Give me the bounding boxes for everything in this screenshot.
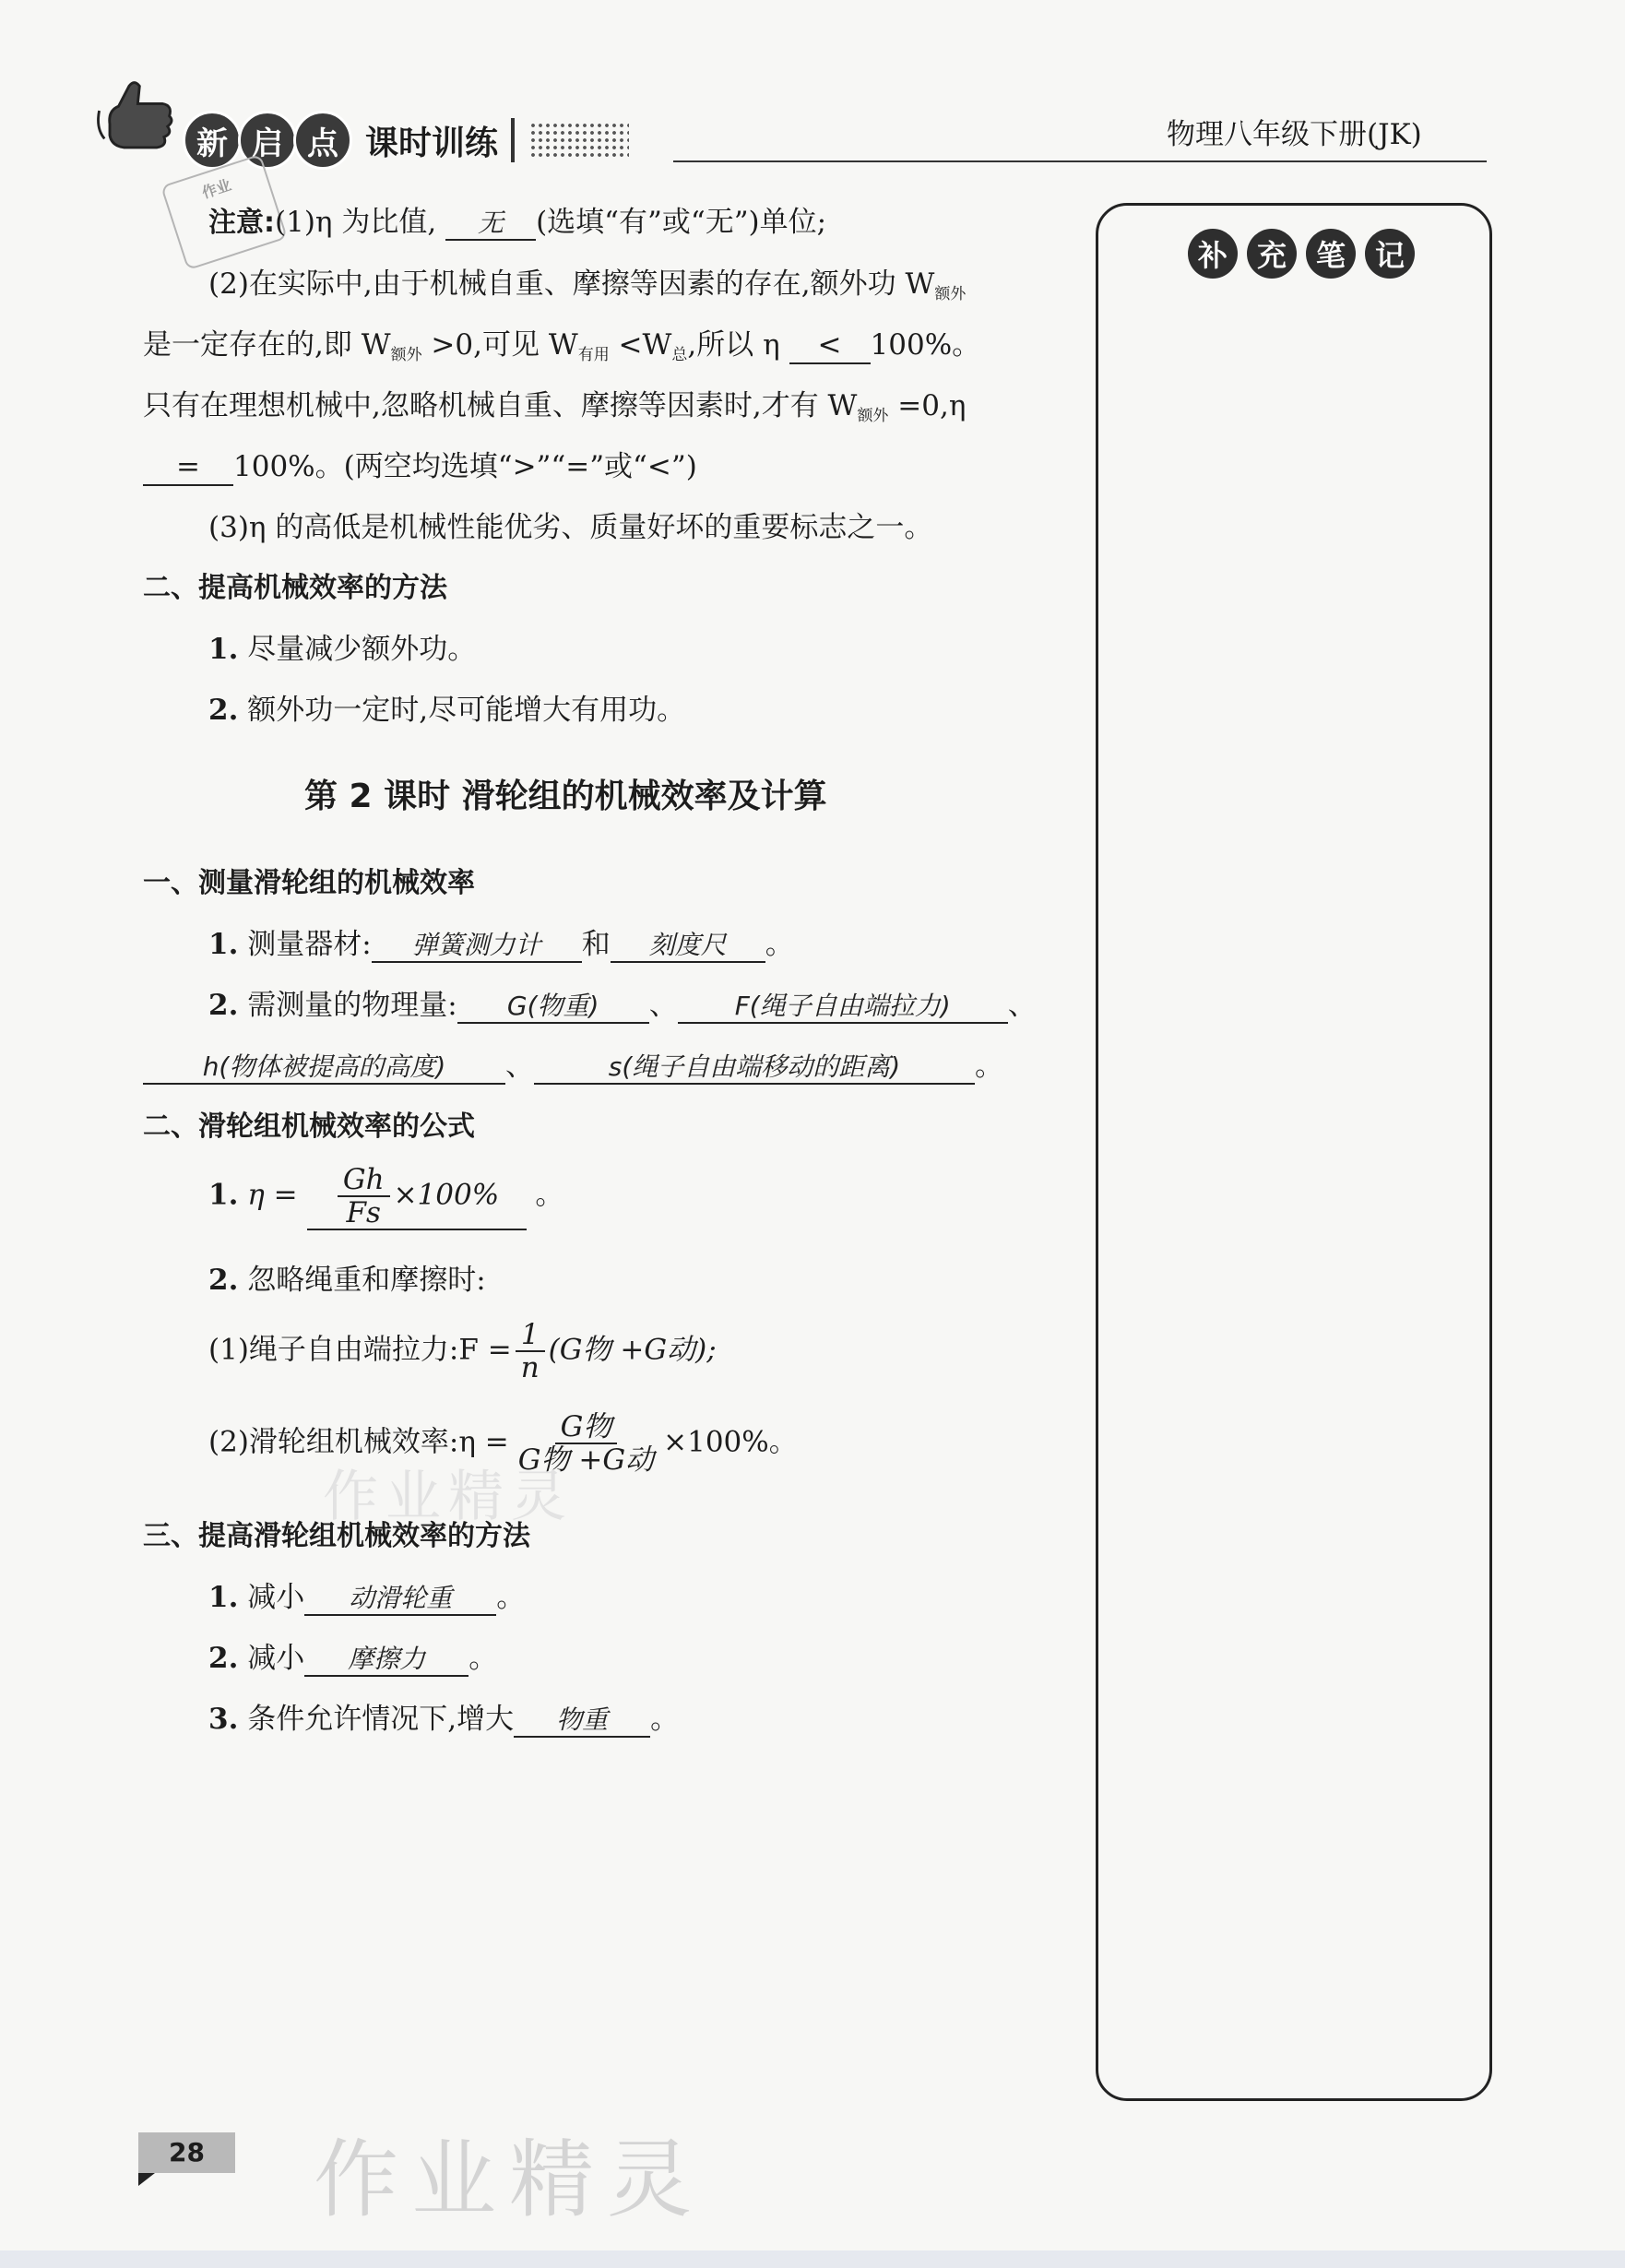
thumbs-up-logo-icon bbox=[92, 76, 180, 163]
text: 、 bbox=[505, 1050, 534, 1083]
item-number: 1. bbox=[208, 1581, 239, 1614]
list-item bbox=[208, 625, 476, 667]
numerator: G物 bbox=[555, 1411, 618, 1444]
brand-divider bbox=[511, 118, 515, 162]
answer-blank: G(物重) bbox=[457, 991, 649, 1024]
text: 忽略绳重和摩擦时: bbox=[247, 1264, 486, 1297]
fraction bbox=[338, 1164, 390, 1229]
note-line-2a bbox=[208, 260, 966, 303]
answer-blank: h(物体被提高的高度) bbox=[143, 1051, 505, 1085]
answer-blank: 摩擦力 bbox=[304, 1644, 469, 1677]
brand-char: 点 bbox=[293, 111, 352, 170]
text: =0,η bbox=[888, 389, 967, 422]
text: 条件允许情况下,增大 bbox=[247, 1703, 515, 1736]
text: >0,可见 W bbox=[421, 328, 578, 362]
notes-title-char: 补 bbox=[1188, 229, 1238, 279]
notes-title-char: 记 bbox=[1365, 229, 1415, 279]
answer-blank: 刻度尺 bbox=[611, 930, 765, 963]
text: 只有在理想机械中,忽略机械自重、摩擦等因素时,才有 W bbox=[143, 389, 858, 422]
watermark: 作业精灵 bbox=[314, 2131, 706, 2229]
numerator: Gh bbox=[338, 1164, 390, 1197]
page-number: 28 bbox=[138, 2132, 235, 2173]
list-item bbox=[208, 1256, 486, 1298]
header-rule bbox=[673, 160, 1487, 162]
subscript: 额外 bbox=[857, 407, 889, 425]
note-line-3: (3)η 的高低是机械性能优劣、质量好坏的重要标志之一。 bbox=[208, 511, 933, 544]
section-heading: 二、提高机械效率的方法 bbox=[143, 572, 447, 604]
notes-title-char: 笔 bbox=[1306, 229, 1356, 279]
answer-blank: 弹簧测力计 bbox=[372, 930, 582, 963]
answer-blank: = bbox=[143, 450, 233, 486]
notes-title bbox=[1188, 229, 1415, 279]
answer-blank: s(绳子自由端移动的距离) bbox=[534, 1051, 975, 1085]
list-item-continued bbox=[143, 1042, 1003, 1085]
answer-blank: < bbox=[789, 328, 871, 364]
text: (1)η 为比值, bbox=[275, 206, 437, 239]
list-item bbox=[208, 920, 794, 963]
brand-char: 新 bbox=[183, 111, 242, 170]
text: 、 bbox=[648, 989, 678, 1022]
text: ,所以 η bbox=[687, 328, 780, 362]
formula-line-2a bbox=[208, 1319, 717, 1383]
item-number: 1. bbox=[208, 928, 239, 961]
text: (2)滑轮组机械效率:η = bbox=[208, 1425, 509, 1459]
subscript: 总 bbox=[671, 346, 688, 364]
text: (2)在实际中,由于机械自重、摩擦等因素的存在,额外功 W bbox=[208, 267, 935, 301]
scan-edge bbox=[0, 2250, 1625, 2268]
brand-dot-pattern bbox=[529, 122, 629, 159]
item-number: 2. bbox=[208, 989, 239, 1022]
note-line-2c bbox=[143, 382, 966, 425]
answer-blank: 物重 bbox=[514, 1704, 650, 1738]
section-heading: 二、滑轮组机械效率的公式 bbox=[143, 1110, 475, 1143]
answer-blank: 无 bbox=[445, 208, 536, 241]
section-heading: 一、测量滑轮组的机械效率 bbox=[143, 867, 475, 899]
text: 。 bbox=[975, 1050, 1003, 1083]
text: 。 bbox=[535, 1178, 564, 1212]
answer-blank: F(绳子自由端拉力) bbox=[678, 991, 1008, 1024]
note-line-2b bbox=[143, 321, 980, 364]
formula-text: (G物 +G动); bbox=[548, 1333, 717, 1367]
text: (选填“有”或“无”)单位; bbox=[536, 206, 827, 239]
item-number: 2. bbox=[208, 1264, 239, 1297]
text: 减小 bbox=[247, 1642, 305, 1675]
section-heading: 三、提高滑轮组机械效率的方法 bbox=[143, 1520, 530, 1552]
formula-text: η = bbox=[247, 1178, 298, 1212]
text: 。 bbox=[650, 1703, 680, 1736]
homework-stamp: 作业 bbox=[160, 154, 288, 271]
brand-char: 启 bbox=[238, 111, 297, 170]
text: 和 bbox=[581, 928, 611, 961]
text: <W bbox=[609, 328, 672, 362]
text: 、 bbox=[1007, 989, 1037, 1022]
denominator: Fs bbox=[346, 1196, 381, 1230]
note-label: 注意: bbox=[208, 207, 275, 239]
list-item bbox=[208, 981, 1037, 1024]
list-item bbox=[208, 1695, 679, 1738]
list-item bbox=[208, 686, 685, 728]
answer-blank: 动滑轮重 bbox=[304, 1583, 496, 1616]
text: 是一定存在的,即 W bbox=[143, 328, 391, 362]
denominator: n bbox=[520, 1351, 540, 1385]
list-item bbox=[208, 1634, 497, 1677]
lesson-title: 第 2 课时 滑轮组的机械效率及计算 bbox=[304, 778, 827, 815]
text: (1)绳子自由端拉力:F = bbox=[208, 1333, 512, 1367]
subscript: 有用 bbox=[577, 346, 610, 364]
list-item bbox=[208, 1573, 525, 1616]
item-number: 2. bbox=[208, 1642, 239, 1675]
numerator: 1 bbox=[516, 1319, 545, 1352]
item-number: 2. bbox=[208, 694, 239, 727]
notes-title-char: 充 bbox=[1247, 229, 1297, 279]
brand-text: 课时训练 bbox=[365, 124, 499, 162]
page-corner-marker bbox=[138, 2173, 155, 2186]
formula-text: ×100% bbox=[393, 1178, 500, 1212]
text: 。 bbox=[496, 1581, 526, 1614]
fraction bbox=[516, 1319, 545, 1383]
formula-blank bbox=[307, 1164, 527, 1230]
text: 100%。(两空均选填“>”“=”或“<”) bbox=[233, 450, 697, 483]
subject-label: 物理八年级下册(JK) bbox=[1167, 118, 1422, 151]
note-line-1 bbox=[208, 198, 826, 241]
text: 。 bbox=[469, 1642, 498, 1675]
text: 100%。 bbox=[870, 328, 981, 362]
text: 减小 bbox=[247, 1581, 305, 1614]
denominator: G物 +G动 bbox=[517, 1443, 655, 1478]
subscript: 额外 bbox=[390, 346, 422, 364]
notes-box bbox=[1096, 203, 1492, 2101]
item-number: 1. bbox=[208, 633, 239, 666]
text: 测量器材: bbox=[247, 928, 372, 961]
text: 需测量的物理量: bbox=[247, 989, 457, 1022]
text: ×100%。 bbox=[663, 1425, 798, 1459]
formula-line-1 bbox=[208, 1164, 563, 1230]
subscript: 额外 bbox=[934, 285, 967, 303]
text: 额外功一定时,尽可能增大有用功。 bbox=[247, 694, 686, 727]
item-number: 3. bbox=[208, 1703, 239, 1736]
text: 尽量减少额外功。 bbox=[247, 633, 477, 666]
item-number: 1. bbox=[208, 1178, 239, 1212]
text: 。 bbox=[765, 928, 794, 961]
note-line-2d bbox=[143, 443, 697, 486]
watermark: 作业精灵 bbox=[323, 1465, 574, 1529]
